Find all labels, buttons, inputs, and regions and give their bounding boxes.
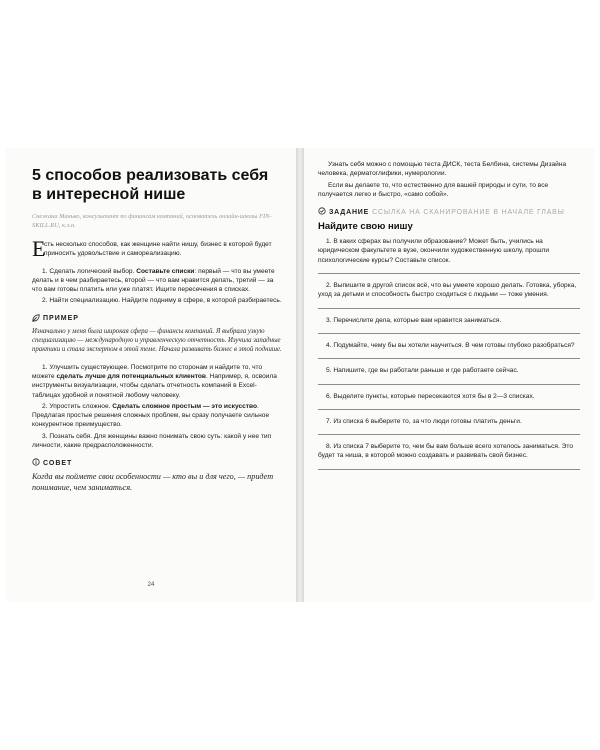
question-3: 3. Перечислите дела, которые вам нравится заниматься.: [326, 316, 502, 324]
answer-line[interactable]: [318, 273, 580, 274]
method-3-paragraph: 1. Улучшить существующее. Посмотрите по сторонам и найдите то, что можете сделать лучше для потенциальных клиентов. Например, я, освоила инструменты визуализации, чтобы сделать отчетность компаний в Excel-таблицах удобной и понятной любому человеку.: [32, 363, 277, 399]
example-heading: [32, 314, 282, 324]
advice-label: СОВЕТ: [43, 459, 73, 467]
question-7: 7. Из списка 6 выберите то, за что люди готовы платить деньги.: [326, 417, 522, 425]
example-text: Изначально у меня была широкая сфера — финансы компаний. Я выбрала узкую специализацию — международную и управленческую отчетность. Изучила западные практики и стала экспертом в этой теме. Начала развивать бизнес в этой поднише.: [32, 327, 282, 354]
question-6: 6. Выделите пункты, которые пересекаются хотя бы в 2—3 списках.: [326, 392, 535, 400]
method-2-paragraph: 2. Найти специализацию. Найдите подниму в сфере, в которой разбираетесь.: [42, 297, 282, 305]
advice-heading: [32, 458, 282, 468]
task-heading: [318, 207, 580, 217]
task-title: Найдите свою нишу: [318, 221, 413, 233]
book-gutter: [296, 148, 304, 602]
answer-line[interactable]: [318, 469, 580, 470]
book-spread: [6, 148, 594, 602]
advice-text: Когда вы поймете свои особенности — кто вы и для чего, — придет понимание, чем заниматься.: [32, 472, 274, 493]
question-5: 5. Напишите, где вы работали раньше и где работаете сейчас.: [326, 367, 519, 375]
page-number: 24: [147, 582, 155, 588]
task-label: ЗАДАНИЕ: [329, 208, 370, 216]
question-2: 2. Выпишите в другой список всё, что вы умеете хорошо делать. Готовка, уборка, уход за детьми и способность быстро сходиться с людьми — тоже умения.: [318, 282, 577, 299]
drop-cap: Е: [32, 236, 46, 261]
right-intro-1: Узнать себя можно с помощью теста ДИСК, теста Белбина, системы Дизайна человека, дерматоглифики, нумерологии.: [318, 161, 567, 178]
left-page: [6, 148, 296, 602]
answer-line[interactable]: [318, 384, 580, 385]
author-byline: Снежана Манько, консультант по финансам компаний, основатель онлайн-школы FIN-SKILL.RU, к.э.н.: [32, 213, 272, 229]
question-4: 4. Подумайте, чему бы вы хотели научиться. В чем готовы глубоко разобраться?: [326, 341, 575, 349]
check-circle-icon: [318, 207, 326, 217]
method-1-paragraph: 1. Сделать логический выбор. Составьте списки: первый — что вы умеете делать и в чем разбираетесь, второй — что вам нравится делать, третий — за что вам готовы платить или уже платят. Ищите пересечения в списках.: [32, 267, 275, 294]
answer-line[interactable]: [318, 308, 580, 309]
article-title: 5 способов реализовать себя в интересной нише: [32, 167, 269, 203]
info-circle-icon: [32, 458, 40, 468]
answer-line[interactable]: [318, 409, 580, 410]
question-8: 8. Из списка 7 выберите то, чем бы вам больше всего хотелось заниматься. Это будет та ниша, в которой можно создавать и развивать свой бизнес.: [318, 443, 573, 460]
task-sublabel: ССЫЛКА НА СКАНИРОВАНИЕ В НАЧАЛЕ ГЛАВЫ: [372, 208, 565, 216]
method-5-paragraph: 3. Познать себя. Для женщины важно понимать свою суть: какой у нее тип личности, какие предрасположенности.: [32, 432, 272, 450]
intro-paragraph: Е сть несколько способов, как женщине найти нишу, бизнес в которой будет приносить удовольствие и самореализацию.: [32, 236, 272, 261]
leaf-icon: [32, 314, 40, 324]
answer-line[interactable]: [318, 358, 580, 359]
right-page: [304, 148, 594, 602]
right-intro-2: Если вы делаете то, что естественно для вашей природы и сути, то все получается легко и быстро, «само собой».: [318, 181, 549, 198]
method-4-paragraph: 2. Упростить сложное. Сделать сложное простым — это искусство. Предлагая простые решения сложных проблем, вы сразу получаете сильное конкурентное преимущество.: [32, 402, 270, 429]
example-label: ПРИМЕР: [43, 315, 79, 323]
answer-line[interactable]: [318, 333, 580, 334]
question-1: 1. В каких сферах вы получили образование? Может быть, учились на юридическом факультете в вузе, окончили художественную школу, прошли психологические курсы? Составьте список.: [318, 238, 550, 264]
answer-line[interactable]: [318, 434, 580, 435]
